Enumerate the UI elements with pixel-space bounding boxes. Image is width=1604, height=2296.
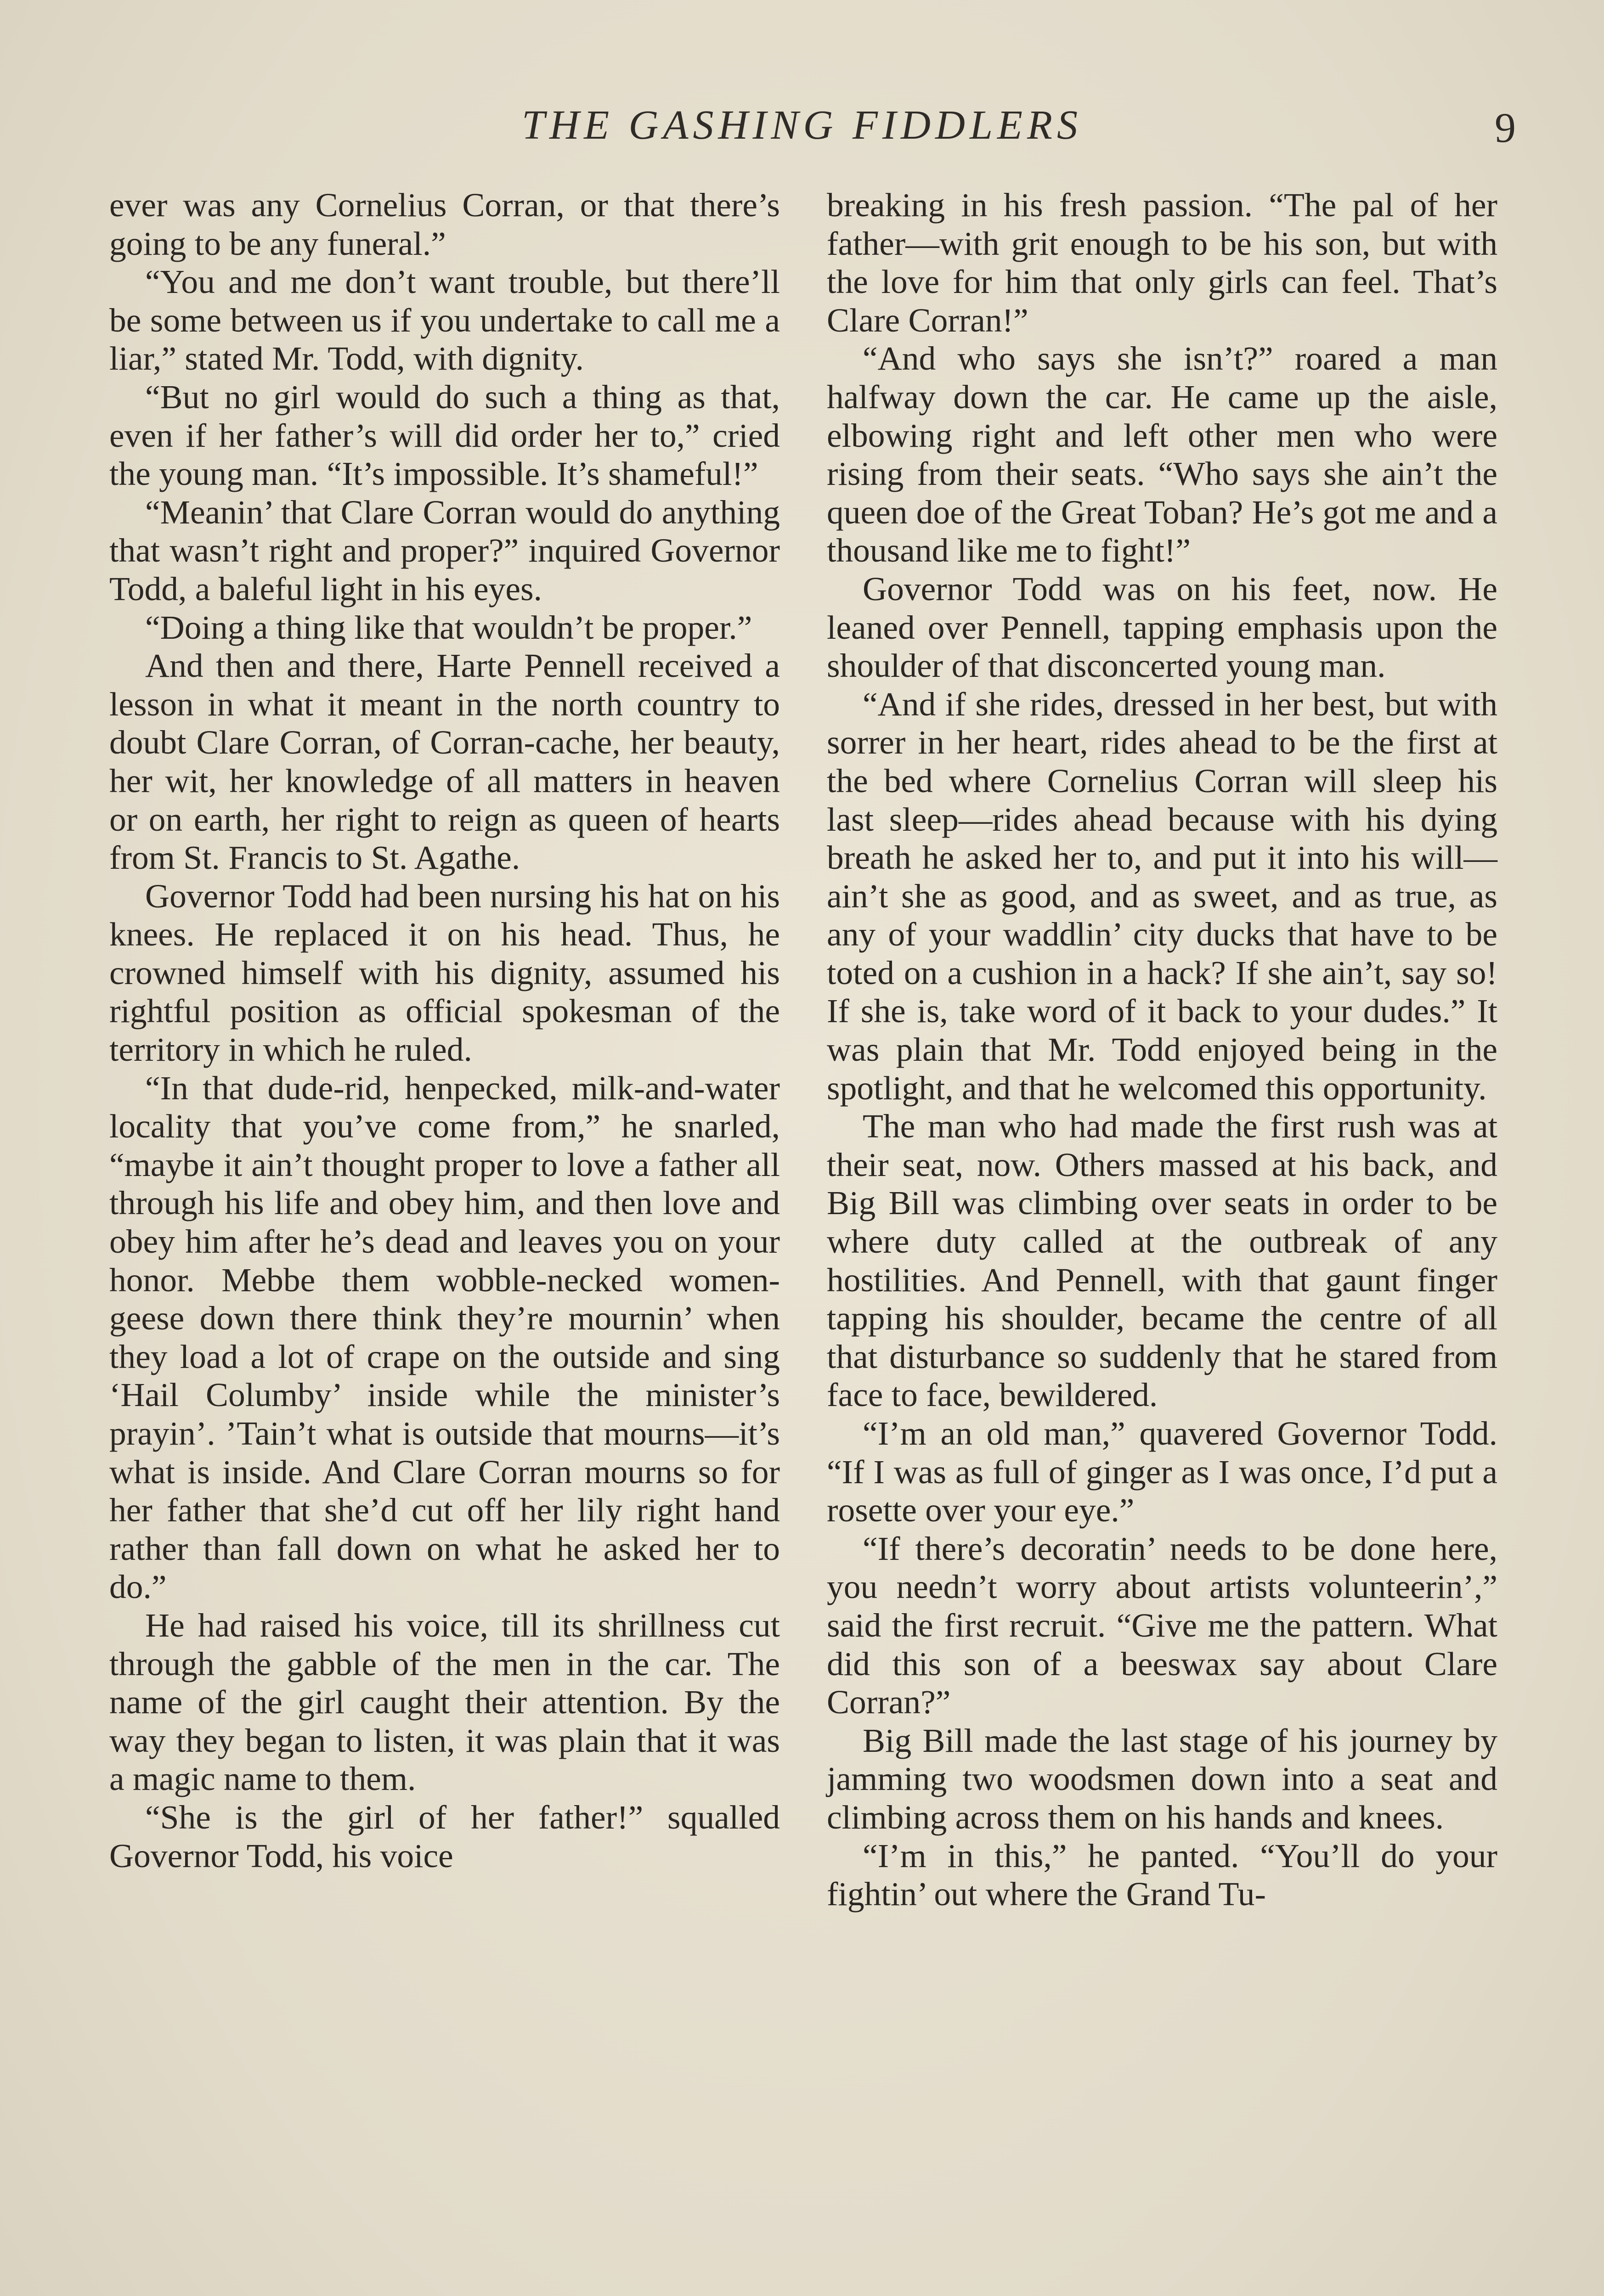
paragraph: Governor Todd had been nursing his hat on his knees. He replaced it on his head. Thus, he crowned himself with his dignity, assumed his rightful position as official spokesman of the territory in which he ruled. <box>109 877 780 1069</box>
running-title: THE GASHING FIDDLERS <box>522 102 1082 148</box>
paragraph: Big Bill made the last stage of his journey by jamming two woodsmen down into a seat and climbing across them on his hands and knees. <box>827 1722 1497 1836</box>
paragraph: “And who says she isn’t?” roared a man halfway down the car. He came up the aisle, elbowing right and left other men who were rising from their seats. “Who says she ain’t the queen doe of the Great Toban? He’s got me and a thousand like me to fight!” <box>827 340 1497 569</box>
right-text-column <box>827 186 1497 1913</box>
paragraph: “I’m an old man,” quavered Governor Todd. “If I was as full of ginger as I was once, I’d put a rosette over your eye.” <box>827 1415 1497 1529</box>
paragraph: He had raised his voice, till its shrillness cut through the gabble of the men in the car. The name of the girl caught their attention. By the way they began to listen, it was plain that it was a magic name to them. <box>109 1606 780 1798</box>
page-number: 9 <box>1495 104 1516 151</box>
paragraph: breaking in his fresh passion. “The pal of her father—with grit enough to be his son, but with the love for him that only girls can feel. That’s Clare Corran!” <box>827 186 1497 339</box>
paragraph: “If there’s decoratin’ needs to be done here, you needn’t worry about artists volunteerin’,” said the first recruit. “Give me the pattern. What did this son of a beeswax say about Clare Corran?” <box>827 1530 1497 1721</box>
paragraph: “Meanin’ that Clare Corran would do anything that wasn’t right and proper?” inquired Governor Todd, a baleful light in his eyes. <box>109 493 780 608</box>
paragraph: “I’m in this,” he panted. “You’ll do your fightin’ out where the Grand Tu- <box>827 1837 1497 1913</box>
paragraph: “But no girl would do such a thing as that, even if her father’s will did order her to,” cried the young man. “It’s impossible. It’s shameful!” <box>109 378 780 493</box>
paragraph: “In that dude-rid, henpecked, milk-and-water locality that you’ve come from,” he snarled, “maybe it ain’t thought proper to love a father all through his life and obey him, and then love and obey him after he’s dead and leaves you on your honor. Mebbe them wobble-necked women-geese down there think they’re mournin’ when they load a lot of crape on the outside and sing ‘Hail Columby’ inside while the minister’s prayin’. ’Tain’t what is outside that mourns—it’s what is inside. And Clare Corran mourns so for her father that she’d cut off her lily right hand rather than fall down on what he asked her to do.” <box>109 1069 780 1606</box>
running-head <box>0 96 1604 165</box>
paragraph: “She is the girl of her father!” squalled Governor Todd, his voice <box>109 1798 780 1874</box>
paragraph: “You and me don’t want trouble, but there’ll be some between us if you undertake to call me a liar,” stated Mr. Todd, with dignity. <box>109 263 780 377</box>
paragraph: Governor Todd was on his feet, now. He leaned over Pennell, tapping emphasis upon the shoulder of that disconcerted young man. <box>827 570 1497 685</box>
paragraph: “Doing a thing like that wouldn’t be proper.” <box>145 608 752 646</box>
paragraph: And then and there, Harte Pennell received a lesson in what it meant in the north country to doubt Clare Corran, of Corran-cache, her beauty, her wit, her knowledge of all matters in heaven or on earth, her right to reign as queen of hearts from St. Francis to St. Agathe. <box>109 647 780 877</box>
paragraph: ever was any Cornelius Corran, or that there’s going to be any funeral.” <box>109 186 780 262</box>
paragraph: The man who had made the first rush was at their seat, now. Others massed at his back, and Big Bill was climbing over seats in order to be where duty called at the outbreak of any hostilities. And Pennell, with that gaunt finger tapping his shoulder, became the centre of all that disturbance so suddenly that he stared from face to face, bewildered. <box>827 1108 1497 1414</box>
paragraph: “And if she rides, dressed in her best, but with sorrer in her heart, rides ahead to be the first at the bed where Cornelius Corran will sleep his last sleep—rides ahead because with his dying breath he asked her to, and put it into his will—ain’t she as good, and as sweet, and as true, as any of your waddlin’ city ducks that have to be toted on a cushion in a hack? If she ain’t, say so! If she is, take word of it back to your dudes.” It was plain that Mr. Todd enjoyed being in the spotlight, and that he welcomed this opportunity. <box>827 685 1497 1107</box>
left-text-column <box>109 186 780 1875</box>
